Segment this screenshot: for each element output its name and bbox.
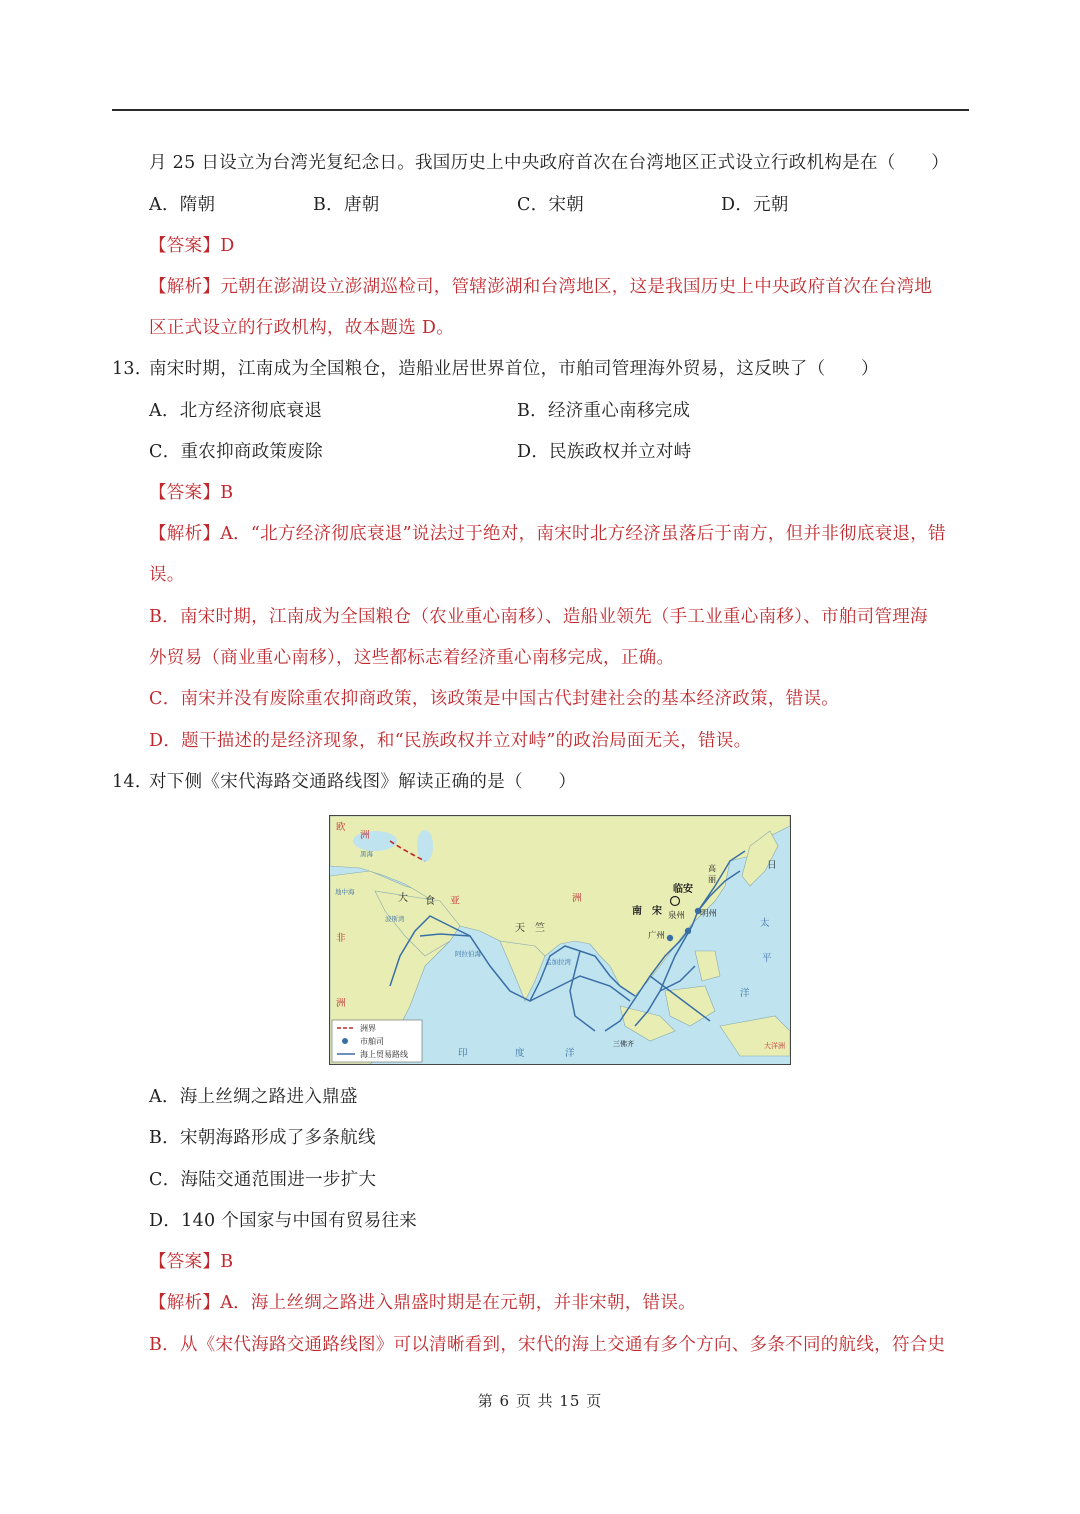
q13-stem: 南宋时期，江南成为全国粮仓，造船业居世界首位，市舶司管理海外贸易，这反映了（ ） [149,359,879,379]
label-asia-zhou: 洲 [572,893,582,904]
label-indian-yang: 洋 [565,1048,575,1059]
label-mediterranean: 地中海 [335,888,355,896]
label-dashi-da: 大 [398,893,408,904]
q13-answer: 【答案】B [149,483,234,503]
label-pacific-tai: 太 [760,918,770,929]
q13-analysis-line: C．南宋并没有废除重农抑商政策，该政策是中国古代封建社会的基本经济政策，错误。 [149,689,840,709]
q14-stem: 对下侧《宋代海路交通路线图》解读正确的是（ ） [149,772,577,792]
label-arabian-sea: 阿拉伯海 [455,950,481,958]
legend-shibosi-label: 市舶司 [360,1037,384,1046]
q14-option-b: B．宋朝海路形成了多条航线 [149,1128,376,1148]
q14-analysis-line: B．从《宋代海路交通路线图》可以清晰看到，宋代的海上交通有多个方向、多条不同的航线，符合史 [149,1335,946,1355]
q13-option-a: A．北方经济彻底衰退 [149,401,323,421]
legend-route-label: 海上贸易路线 [360,1050,408,1059]
caspian-sea [417,830,433,862]
map-legend [332,1020,422,1062]
label-indian-du: 度 [515,1048,525,1059]
label-japan: 日 [767,860,777,871]
q12-option-a: A．隋朝 [149,195,216,215]
label-persian-gulf: 波斯湾 [385,915,405,923]
label-tianzhu: 天 竺 [515,923,545,934]
legend-border-label: 洲界 [360,1024,376,1033]
label-pacific-ping: 平 [762,953,772,964]
label-mingzhou: 明州 [700,909,718,919]
label-europe-b: 洲 [360,830,370,841]
label-guangzhou: 广州 [648,931,666,941]
label-indian-yin: 印 [458,1048,468,1059]
song-sea-route-map [329,815,791,1065]
q12-answer: 【答案】D [149,236,235,256]
q14-number: 14． [112,772,153,792]
label-goryeo-li: 丽 [708,875,716,884]
q12-analysis-line: 区正式设立的行政机构，故本题选 D。 [149,318,454,338]
q12-stem: 月 25 日设立为台湾光复纪念日。我国历史上中央政府首次在台湾地区正式设立行政机构是在（ ） [149,153,949,173]
label-asia-ya: 亚 [450,896,460,907]
q13-option-d: D．民族政权并立对峙 [517,442,692,462]
header-rule [112,109,969,111]
page-footer: 第 6 页 共 15 页 [477,1392,603,1410]
q13-option-b: B．经济重心南移完成 [517,401,691,421]
label-goryeo-gao: 高 [708,864,716,873]
q12-option-b: B．唐朝 [313,195,380,215]
q13-analysis-line: B．南宋时期，江南成为全国粮仓（农业重心南移）、造船业领先（手工业重心南移）、市舶司管理海 [149,607,928,627]
label-africa-fei: 非 [336,933,346,944]
q14-answer: 【答案】B [149,1252,234,1272]
label-nansong: 南 宋 [632,906,662,917]
legend-shibosi-icon [342,1038,348,1044]
label-sanfoqi: 三佛齐 [613,1040,634,1048]
q12-analysis-line: 【解析】元朝在澎湖设立澎湖巡检司，管辖澎湖和台湾地区，这是我国历史上中央政府首次在台湾地 [149,277,933,297]
label-linan: 临安 [673,884,693,895]
q14-option-c: C．海陆交通范围进一步扩大 [149,1170,377,1190]
label-pacific-yang: 洋 [740,988,750,999]
label-dashi-shi: 食 [425,896,435,907]
q14-analysis-line: 【解析】A．海上丝绸之路进入鼎盛时期是在元朝，并非宋朝，错误。 [149,1293,696,1313]
q13-analysis-line: 误。 [149,565,185,585]
label-europe-a: 欧 [336,822,346,833]
q13-analysis-line: 外贸易（商业重心南移），这些都标志着经济重心南移完成，正确。 [149,648,675,668]
label-oceania: 大洋洲 [764,1042,785,1050]
q13-option-c: C．重农抑商政策废除 [149,442,323,462]
q14-option-a: A．海上丝绸之路进入鼎盛 [149,1087,358,1107]
label-quanzhou: 泉州 [668,911,686,921]
label-bay-of-bengal: 孟加拉湾 [545,958,571,966]
q13-number: 13． [112,359,153,379]
q13-analysis-line: 【解析】A．“北方经济彻底衰退”说法过于绝对，南宋时北方经济虽落后于南方，但并非彻底衰退，错 [149,524,946,544]
q12-option-d: D．元朝 [721,195,789,215]
label-black-sea: 黑海 [360,850,373,858]
q13-analysis-line: D．题干描述的是经济现象，和“民族政权并立对峙”的政治局面无关，错误。 [149,731,752,751]
q14-option-d: D．140 个国家与中国有贸易往来 [149,1211,418,1231]
q12-option-c: C．宋朝 [517,195,585,215]
label-africa-zhou: 洲 [336,998,346,1009]
